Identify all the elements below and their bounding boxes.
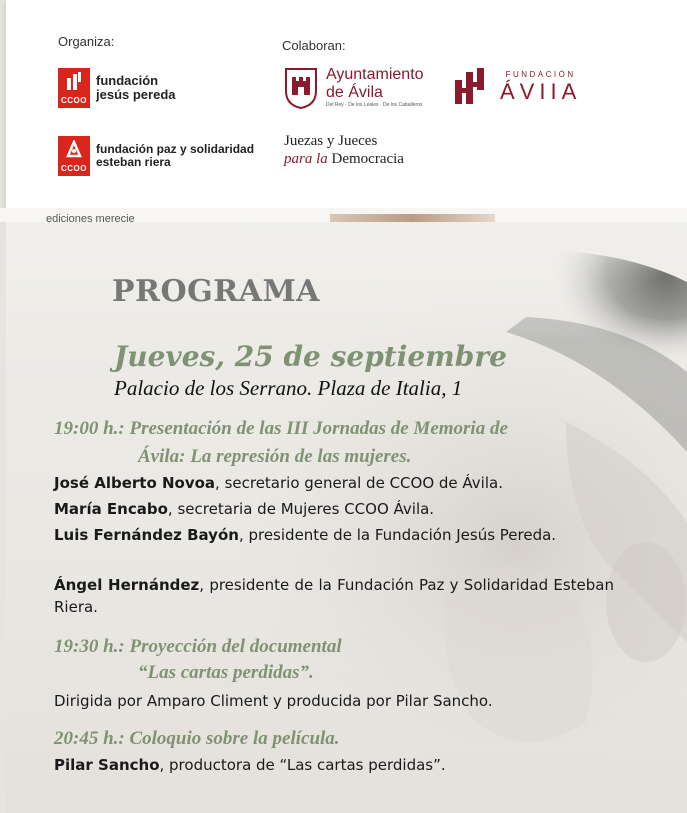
fps-line2: esteban riera xyxy=(96,155,171,169)
speaker-2-role: , secretaria de Mujeres CCOO Ávila. xyxy=(167,500,435,518)
programa-heading: PROGRAMA xyxy=(112,274,320,309)
jueces-line1: Juezas y Jueces xyxy=(284,133,378,149)
peek-text: ediciones merecie xyxy=(46,213,135,222)
ayto-tagline: Del Rey · De los Leales · De los Caballeros xyxy=(326,102,423,108)
ayto-line1: Ayuntamiento xyxy=(326,66,424,83)
speaker-5-name: Pilar Sancho xyxy=(54,756,160,774)
avila-shield-icon xyxy=(284,67,318,109)
speaker-3-role: , presidente de la Fundación Jesús Pereda. xyxy=(238,526,557,544)
event-venue: Palacio de los Serrano. Plaza de Italia, 1 xyxy=(114,376,463,400)
ayuntamiento-logo xyxy=(284,66,424,109)
fps-logo xyxy=(58,136,254,176)
fjp-logo xyxy=(58,68,176,108)
fundacion-avila-small: FUNDACIÓN xyxy=(505,69,576,79)
jueces-para-la: para la xyxy=(284,151,328,167)
speaker-4-name: Ángel Hernández xyxy=(54,576,200,594)
sponsors-card xyxy=(6,0,687,208)
fps-mark-icon xyxy=(66,140,82,158)
ccoo-logo-text-2: CCOO xyxy=(61,164,87,173)
fundacion-avila-mark-icon xyxy=(454,68,486,106)
fundacion-avila-big: ÁVIIA xyxy=(500,78,582,104)
speaker-2-name: María Encabo xyxy=(54,500,168,518)
event-2-title-line2: “Las cartas perdidas”. xyxy=(138,662,314,683)
jueces-logo xyxy=(284,132,404,168)
speaker-5-role: , productora de “Las cartas perdidas”. xyxy=(159,756,446,774)
speaker-1-name: José Alberto Novoa xyxy=(54,474,216,492)
ayto-line2: de Ávila xyxy=(326,84,383,101)
ccoo-logo xyxy=(58,68,90,108)
ccoo-mark-icon xyxy=(66,72,82,90)
event-3-title: 20:45 h.: Coloquio sobre la película. xyxy=(54,728,340,749)
event-2-description: Dirigida por Amparo Climent y producida por Pilar Sancho. xyxy=(54,692,493,710)
ccoo-logo-text: CCOO xyxy=(61,96,87,105)
fjp-line2: jesús pereda xyxy=(96,87,176,102)
speaker-1 xyxy=(54,472,614,494)
speaker-4 xyxy=(54,574,614,618)
ccoo-logo-2 xyxy=(58,136,90,176)
speaker-5 xyxy=(54,754,634,776)
speaker-1-role: , secretario general de CCOO de Ávila. xyxy=(215,474,503,492)
event-2-title-line1: 19:30 h.: Proyección del documental xyxy=(54,636,342,657)
speaker-4-role: , presidente de la Fundación Paz y Solidaridad Esteban Riera. xyxy=(54,576,614,616)
event-1-title-line1: 19:00 h.: Presentación de las III Jornadas de Memoria de xyxy=(54,418,508,439)
fjp-line1: fundación xyxy=(96,73,159,88)
colaboran-label: Colaboran: xyxy=(282,38,346,53)
programa-poster xyxy=(6,222,687,813)
next-page-peek xyxy=(0,208,687,222)
speaker-3-name: Luis Fernández Bayón xyxy=(54,526,239,544)
speaker-3 xyxy=(54,524,614,546)
event-date: Jueves, 25 de septiembre xyxy=(114,340,507,373)
peek-photo xyxy=(330,214,495,222)
speaker-2 xyxy=(54,498,614,520)
fundacion-avila-logo xyxy=(454,68,581,106)
jueces-democracia: Democracia xyxy=(327,151,404,167)
fps-line1: fundación paz y solidaridad xyxy=(96,142,255,156)
organiza-label: Organiza: xyxy=(58,34,115,49)
event-1-title-line2: Ávila: La represión de las mujeres. xyxy=(138,446,412,467)
